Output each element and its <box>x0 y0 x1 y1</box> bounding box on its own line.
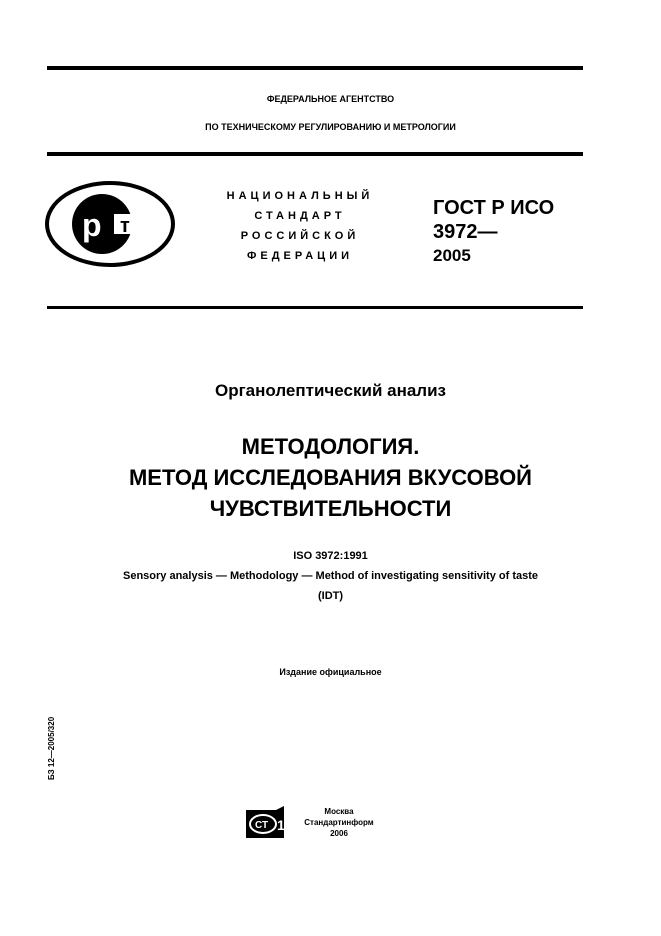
svg-text:1: 1 <box>277 817 285 833</box>
svg-text:СТ: СТ <box>255 820 269 831</box>
agency-line-2: ПО ТЕХНИЧЕСКОМУ РЕГУЛИРОВАНИЮ И МЕТРОЛОГИИ <box>205 122 456 132</box>
designation-line: 2005 <box>433 246 471 265</box>
main-title-line: ЧУВСТВИТЕЛЬНОСТИ <box>209 496 452 521</box>
national-standard-label <box>200 186 400 266</box>
top-rule <box>47 66 583 70</box>
publisher-name: Стандартинформ <box>304 818 374 827</box>
national-line: НАЦИОНАЛЬНЫЙ <box>226 190 374 202</box>
subject-title: Органолептический анализ <box>214 381 446 400</box>
rst-logo <box>44 180 176 268</box>
publisher-year: 2006 <box>330 829 348 838</box>
iso-idt: (IDT) <box>317 590 344 602</box>
edition-label: Издание официальное <box>279 667 382 677</box>
main-title-line: МЕТОДОЛОГИЯ. <box>241 434 420 459</box>
national-line: ФЕДЕРАЦИИ <box>246 250 354 262</box>
designation-line: 3972— <box>433 221 498 243</box>
national-line: РОССИЙСКОЙ <box>240 230 360 242</box>
logo-rule <box>47 306 583 309</box>
iso-reference <box>0 546 661 606</box>
national-line: СТАНДАРТ <box>254 210 346 222</box>
designation-line: ГОСТ Р ИСО <box>433 197 555 219</box>
svg-text:р: р <box>82 207 102 243</box>
iso-number: ISO 3972:1991 <box>293 550 368 562</box>
iso-english-title: Sensory analysis — Methodology — Method of investigating sensitivity of taste <box>122 570 538 582</box>
publisher-city: Москва <box>324 807 354 816</box>
main-title-line: МЕТОД ИССЛЕДОВАНИЯ ВКУСОВОЙ <box>128 465 532 490</box>
side-note: БЗ 12—2005/320 <box>47 716 56 780</box>
publisher-info <box>294 806 384 839</box>
standard-designation <box>433 196 554 268</box>
svg-text:т: т <box>120 215 130 237</box>
header-rule <box>47 152 583 156</box>
standartinform-logo <box>246 806 286 838</box>
main-title <box>0 431 661 524</box>
agency-line-1: ФЕДЕРАЛЬНОЕ АГЕНТСТВО <box>266 94 395 104</box>
